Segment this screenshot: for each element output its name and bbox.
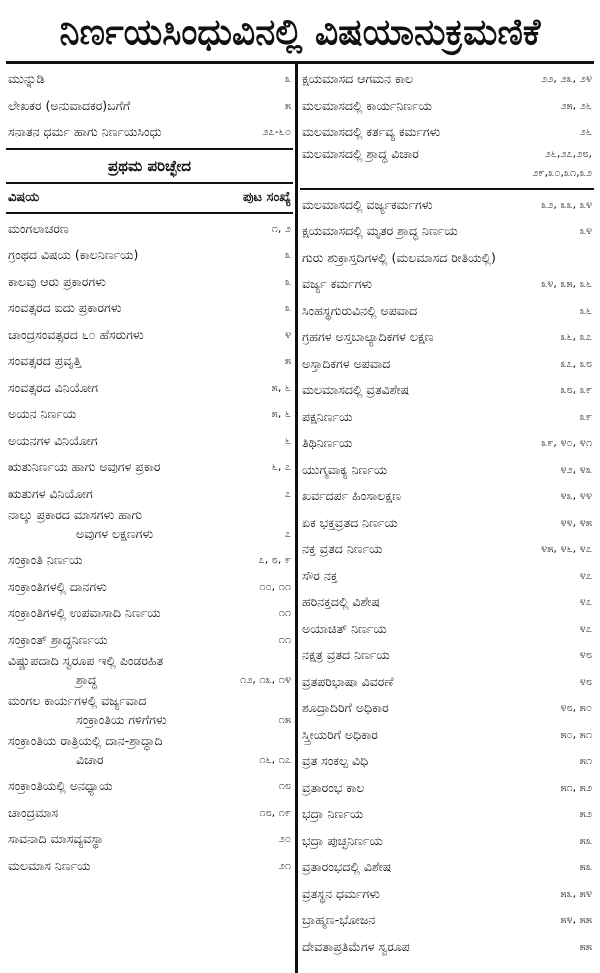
list-item xyxy=(300,642,594,669)
list-item xyxy=(300,722,594,749)
list-item xyxy=(6,428,293,455)
list-item xyxy=(300,695,594,722)
list-item xyxy=(6,216,293,243)
list-item xyxy=(6,348,293,375)
entry-page: ೨೭-೬೦ xyxy=(262,125,291,138)
entry-page: ೨೬ xyxy=(579,125,592,138)
entry-title: ಅಸ್ತಾದಿಕಗಳ ಅಪವಾದ xyxy=(302,355,391,371)
header-rule xyxy=(6,212,293,214)
entry-page: ೫ xyxy=(284,98,291,112)
entry-title: ನಕ್ತ ವ್ರತದ ನಿರ್ಣಯ xyxy=(302,541,383,556)
list-item xyxy=(300,748,594,775)
entry-title: ಸಿಂಹಸ್ಥಗುರುವಿನಲ್ಲಿ ಅಪವಾದ xyxy=(302,302,418,318)
entry-page: ೫೦, ೫೧ xyxy=(560,727,592,741)
list-item xyxy=(6,93,293,120)
subject-header: ವಿಷಯ xyxy=(8,189,40,205)
entry-title: ಅಯನಗಳ ವಿನಿಯೋಗ xyxy=(8,432,98,448)
section-rule xyxy=(6,148,293,150)
entry-title: ನಕ್ಷತ್ರ ವ್ರತದ ನಿರ್ಣಯ xyxy=(302,647,390,662)
entry-page: ೫೩ xyxy=(579,833,592,847)
entry-title: ಚಾಂದ್ರಸಂವತ್ಸರದ ೬೦ ಹೆಸರುಗಳು xyxy=(8,326,144,342)
entry-title: ಮಂಗಲಾಚರಣ xyxy=(8,220,69,236)
entry-page: ೫೫ xyxy=(579,939,592,953)
list-item xyxy=(6,375,293,402)
column-header xyxy=(6,186,293,210)
list-item xyxy=(300,351,594,378)
list-item xyxy=(6,242,293,269)
entry-page: ೨೦ xyxy=(278,832,291,845)
entry-page: ೧೮ xyxy=(278,779,291,792)
list-item xyxy=(300,881,594,908)
entry-title: ಋತುಗಳ ವಿನಿಯೋಗ xyxy=(8,485,93,501)
entry-title: ಕ್ಷಯಮಾಸದ ಆಗಮನ ಕಾಲ xyxy=(302,71,414,86)
entry-title: ಸಂಕ್ರಾಂತಿಯಲ್ಲಿ ಅನಧ್ಯಾಯ xyxy=(8,778,113,793)
entry-title-line2: ಶ್ರಾದ್ಧ xyxy=(76,672,97,687)
entry-title: ಚಾಂದ್ರಮಾಸ xyxy=(8,804,59,820)
list-item xyxy=(300,298,594,325)
left-column xyxy=(6,66,293,971)
entry-page: ೩ xyxy=(284,274,291,288)
entry-title: ವ್ರತಾರಂಭದಲ್ಲಿ ವಿಶೇಷ xyxy=(302,859,392,874)
entry-page: ೩೯ xyxy=(579,409,592,423)
list-item xyxy=(300,510,594,537)
entry-page: ೪೫, ೪೬, ೪೭ xyxy=(541,542,592,555)
entry-title-line1: ವಿಷ್ಣುಪದಾದಿ ಸ್ವರೂಪ ಇಲ್ಲಿ ಪಿಂಡರಹಿತ xyxy=(8,653,164,668)
list-item xyxy=(6,507,293,547)
list-item xyxy=(6,454,293,481)
entry-title: ಖರ್ವದರ್ಪ ಹಿಂಸಾಲಕ್ಷಣ xyxy=(302,488,402,503)
entry-page: ೩೭, ೩೮ xyxy=(560,356,592,370)
entry-title: ಬ್ರಾಹ್ಮಣ-ಭೋಜನ xyxy=(302,912,376,927)
list-item xyxy=(6,600,293,627)
entry-page: ೫೪, ೫೫ xyxy=(560,913,592,926)
entry-page: ೫೩, ೫೪ xyxy=(560,886,592,900)
entry-title: ವರ್ಜ್ಯ ಕರ್ಮಗಳು xyxy=(302,276,373,291)
entry-page: ೩ xyxy=(284,72,291,85)
entry-title: ದೇವತಾಪ್ರತಿಮೆಗಳ ಸ್ವರೂಪ xyxy=(302,938,410,954)
list-item xyxy=(6,401,293,428)
list-item xyxy=(6,322,293,349)
list-item xyxy=(6,574,293,601)
list-item xyxy=(6,269,293,296)
entry-page: ೫೧ xyxy=(579,754,592,767)
list-item xyxy=(6,853,293,880)
entry-page: ೩೮, ೩೯ xyxy=(560,383,592,396)
section-heading: ಪ್ರಥಮ ಪರಿಚ್ಛೇದ xyxy=(108,156,191,175)
entry-title: ವ್ರತಾರಂಭ ಕಾಲ xyxy=(302,779,365,795)
entry-page: ೨೧ xyxy=(278,858,291,872)
entry-page: ೫ xyxy=(284,354,291,367)
entry-page: ೪೨, ೪೩ xyxy=(560,462,592,476)
entry-page: ೪೮ xyxy=(579,674,592,688)
entry-page: ೨೬,೨೭,೨೮, xyxy=(544,146,592,160)
entry-page: ೫೧, ೫೨ xyxy=(560,780,592,794)
entry-page: ೩ xyxy=(284,301,291,314)
entry-page: ೫, ೬ xyxy=(271,380,291,394)
list-item xyxy=(6,547,293,574)
list-item xyxy=(300,66,594,93)
entry-title-line1: ಮಂಗಲ ಕಾರ್ಯಗಳಲ್ಲಿ ವರ್ಜ್ಯವಾದ xyxy=(8,693,147,708)
list-item xyxy=(300,854,594,881)
entry-page: ೬, ೭ xyxy=(271,460,291,473)
entry-title: ಗ್ರಹಗಳ ಅಸ್ತಬಾಲ್ಯಾದಿಕಗಳ ಲಕ್ಷಣ xyxy=(302,329,434,344)
entry-title: ಗುರು ಶುಕ್ರಾಸ್ತದಿಗಳಲ್ಲಿ (ಮಲಮಾಸದ ರೀತಿಯಲ್ಲಿ) xyxy=(302,249,496,265)
list-item xyxy=(300,192,594,219)
column-divider xyxy=(295,64,298,973)
list-item xyxy=(300,271,594,298)
entry-title: ಏಕ ಭಕ್ತವ್ರತದ ನಿರ್ಣಯ xyxy=(302,514,398,530)
list-item xyxy=(300,828,594,855)
entry-page: ೩೪, ೩೫, ೩೬ xyxy=(541,277,592,290)
entry-page: ೨೨, ೨೩, ೨೪ xyxy=(541,72,592,85)
list-item xyxy=(300,616,594,643)
page-title: ನಿರ್ಣಯಸಿಂಧುವಿನಲ್ಲಿ ವಿಷಯಾನುಕ್ರಮಣಿಕೆ xyxy=(59,12,541,53)
entry-page: ೩೯, ೪೦, ೪೧ xyxy=(541,436,592,449)
list-item xyxy=(300,245,594,272)
entry-page: ೧೫ xyxy=(278,713,291,726)
entry-title: ವ್ರತ ಸಂಕಲ್ಪ ವಿಧಿ xyxy=(302,753,369,768)
entry-page: ೪೭ xyxy=(579,621,592,635)
entry-title: ತಿಥಿನಿರ್ಣಯ xyxy=(302,435,353,450)
entry-title-line2: ವಿಚಾರ xyxy=(76,752,104,767)
entry-title: ಕಾಲವು ಆರು ಪ್ರಕಾರಗಳು xyxy=(8,273,106,289)
entry-title: ಸಂವತ್ಸರದ ವಿನಿಯೋಗ xyxy=(8,379,99,395)
entry-title: ಮಲಮಾಸ ನಿರ್ಣಯ xyxy=(8,857,91,873)
entry-title: ಮುನ್ನುಡಿ xyxy=(8,71,45,86)
list-item xyxy=(300,93,594,120)
entry-page: ೪೭ xyxy=(579,568,592,582)
entry-page: ೫, ೬ xyxy=(271,407,291,420)
entry-title: ಮಲಮಾಸದಲ್ಲಿ ಕರ್ತವ್ಯ ಕರ್ಮಗಳು xyxy=(302,124,441,139)
entry-title: ಸಂವತ್ಸರದ ಐದು ಪ್ರಕಾರಗಳು xyxy=(8,300,122,315)
list-item xyxy=(300,457,594,484)
entry-title: ಭದ್ರಾ ಪುಚ್ಛನಿರ್ಣಯ xyxy=(302,832,383,848)
entry-page: ೧೧ xyxy=(278,606,291,619)
entry-page: ೪೭ xyxy=(579,595,592,608)
entry-title: ಸಾವನಾದಿ ಮಾಸವ್ಯವಸ್ಥಾ xyxy=(8,831,104,846)
entry-page: ೧೧ xyxy=(278,632,291,646)
entry-title: ಸಂಕ್ರಾಂತಿ ನಿರ್ಣಯ xyxy=(8,552,83,567)
list-item xyxy=(300,483,594,510)
list-item xyxy=(6,66,293,93)
entry-title: ಸನಾತನ ಧರ್ಮ ಹಾಗು ನಿರ್ಣಯಸಿಂಧು xyxy=(8,124,162,139)
entry-title: ಸಂಕ್ರಾಂತಿಗಳಲ್ಲಿ ಉಪವಾಸಾದಿ ನಿರ್ಣಯ xyxy=(8,605,161,620)
entry-title: ಸಂಕ್ರಾಂತಿಗಳಲ್ಲಿ ದಾನಗಳು xyxy=(8,578,107,594)
entry-page: ೪೪, ೪೫ xyxy=(560,515,592,529)
entry-page: ೧, ೨ xyxy=(271,221,291,235)
entry-page: ೨೯,೩೦,೩೧,೩೨ xyxy=(532,165,592,179)
entry-page: ೧೮, ೧೯ xyxy=(259,805,291,819)
list-item xyxy=(300,324,594,351)
list-item xyxy=(300,589,594,616)
entry-title: ವ್ರತಸ್ಥನ ಧರ್ಮಗಳು xyxy=(302,885,380,901)
entry-page: ೬ xyxy=(284,433,291,447)
list-item xyxy=(300,536,594,563)
entry-title: ಸಂವತ್ಸರದ ಪ್ರವೃತ್ತಿ xyxy=(8,353,82,368)
list-item xyxy=(300,404,594,431)
entry-page: ೩೬ xyxy=(579,303,592,317)
entry-title: ಮಲಮಾಸದಲ್ಲಿ ವ್ರತವಿಶೇಷ xyxy=(302,382,410,397)
list-item xyxy=(300,669,594,696)
entry-title: ಶೂದ್ರಾದಿರಿಗೆ ಅಧಿಕಾರ xyxy=(302,700,389,715)
list-item xyxy=(300,563,594,590)
entry-title: ಭದ್ರಾ ನಿರ್ಣಯ xyxy=(302,806,364,821)
list-item xyxy=(300,801,594,828)
list-item xyxy=(300,146,594,186)
list-item xyxy=(300,377,594,404)
entry-title: ಸಂಕ್ರಾಂತ್ ಶ್ರಾದ್ಧನಿರ್ಣಯ xyxy=(8,631,108,647)
entry-title: ಹರಿನಕ್ತದಲ್ಲಿ ವಿಶೇಷ xyxy=(302,594,380,609)
list-item xyxy=(300,775,594,802)
list-item xyxy=(6,653,293,693)
entry-page: ೪ xyxy=(284,327,291,341)
list-item xyxy=(6,826,293,853)
entry-page: ೩೪ xyxy=(579,224,592,237)
page-header: ಪುಟ ಸಂಖ್ಯೆ xyxy=(242,189,291,205)
entry-title: ಮಲಮಾಸದಲ್ಲಿ ಕಾರ್ಯನಿರ್ಣಯ xyxy=(302,97,432,113)
entry-page: ೧೦, ೧೧ xyxy=(259,579,291,593)
entry-page: ೩೬, ೩೭ xyxy=(560,330,592,343)
entry-page: ೨೫, ೨೬ xyxy=(560,98,592,112)
divider-rule xyxy=(300,188,594,190)
list-item xyxy=(300,430,594,457)
entry-title: ಪಕ್ಷನಿರ್ಣಯ xyxy=(302,408,353,424)
entry-page: ೫೩ xyxy=(579,860,592,873)
entry-title-line2: ಅವುಗಳ ಲಕ್ಷಣಗಳು xyxy=(76,526,154,541)
entry-page: ೩ xyxy=(284,248,291,261)
list-item xyxy=(6,119,293,146)
entry-page: ೧೬, ೧೭ xyxy=(259,753,291,766)
entry-page: ೪೩, ೪೪ xyxy=(560,489,592,502)
list-item xyxy=(6,693,293,733)
entry-page: ೪೮, ೫೦ xyxy=(560,701,592,714)
right-column xyxy=(300,66,594,971)
entry-title: ಋತುನಿರ್ಣಯ ಹಾಗು ಅವುಗಳ ಪ್ರಕಾರ xyxy=(8,459,161,474)
entry-title: ಸ್ತ್ರೀಯರಿಗೆ ಅಧಿಕಾರ xyxy=(302,726,378,742)
list-item xyxy=(6,733,293,773)
entry-title-line1: ಸಂಕ್ರಾಂತಿಯ ರಾತ್ರಿಯಲ್ಲಿ ದಾನ-ಶ್ರಾದ್ಧಾದಿ xyxy=(8,733,163,748)
entry-title: ಸೌರ ನಕ್ತ xyxy=(302,567,338,583)
list-item xyxy=(300,907,594,934)
entry-page: ೭ xyxy=(284,486,291,500)
entry-title: ವ್ರತಪರಿಭಾಷಾ ವಿವರಣೆ xyxy=(302,673,394,689)
entry-title-line2: ಸಂಕ್ರಾಂತಿಯ ಗಳಿಗೆಗಳು xyxy=(76,712,167,727)
entry-title: ಮಲಮಾಸದಲ್ಲಿ ವರ್ಜ್ಯಕರ್ಮಗಳು xyxy=(302,196,433,212)
list-item xyxy=(6,295,293,322)
entry-page: ೧೨, ೧೩, ೧೪ xyxy=(240,673,291,686)
entry-page: ೫೨ xyxy=(579,807,592,820)
list-item xyxy=(300,218,594,245)
entry-title: ಅಯಾಚಿತ್ ನಿರ್ಣಯ xyxy=(302,620,387,636)
entry-page: ೩೨, ೩೩, ೩೪ xyxy=(541,197,592,211)
entry-title: ಅಯನ ನಿರ್ಣಯ xyxy=(8,406,77,421)
section-rule xyxy=(6,182,293,184)
entry-title-line1: ಮಲಮಾಸದಲ್ಲಿ ಶ್ರಾದ್ಧ ವಿಚಾರ xyxy=(302,145,419,161)
entry-page: ೭ xyxy=(284,527,291,540)
entry-page: ೭, ೮, ೯ xyxy=(258,553,291,566)
list-item xyxy=(6,773,293,800)
entry-title: ಗ್ರಂಥದ ವಿಷಯ (ಕಾಲನಿರ್ಣಯ) xyxy=(8,247,139,262)
entry-title: ಕ್ಷಯಮಾಸದಲ್ಲಿ ಮೃತರ ಶ್ರಾದ್ಧ ನಿರ್ಣಯ xyxy=(302,223,458,238)
entry-page: ೪೮ xyxy=(579,648,592,661)
title-rule xyxy=(6,61,594,64)
entry-title: ಲೇಖಕರ (ಅನುವಾದಕರ)ಬಗೆಗೆ xyxy=(8,97,131,113)
list-item xyxy=(6,800,293,827)
entry-title-line1: ನಾಲ್ಕು ಪ್ರಕಾರದ ಮಾಸಗಳು ಹಾಗು xyxy=(8,507,143,522)
entry-title: ಯುಗ್ಮವಾಕ್ಯ ನಿರ್ಣಯ xyxy=(302,461,388,477)
list-item xyxy=(300,934,594,961)
